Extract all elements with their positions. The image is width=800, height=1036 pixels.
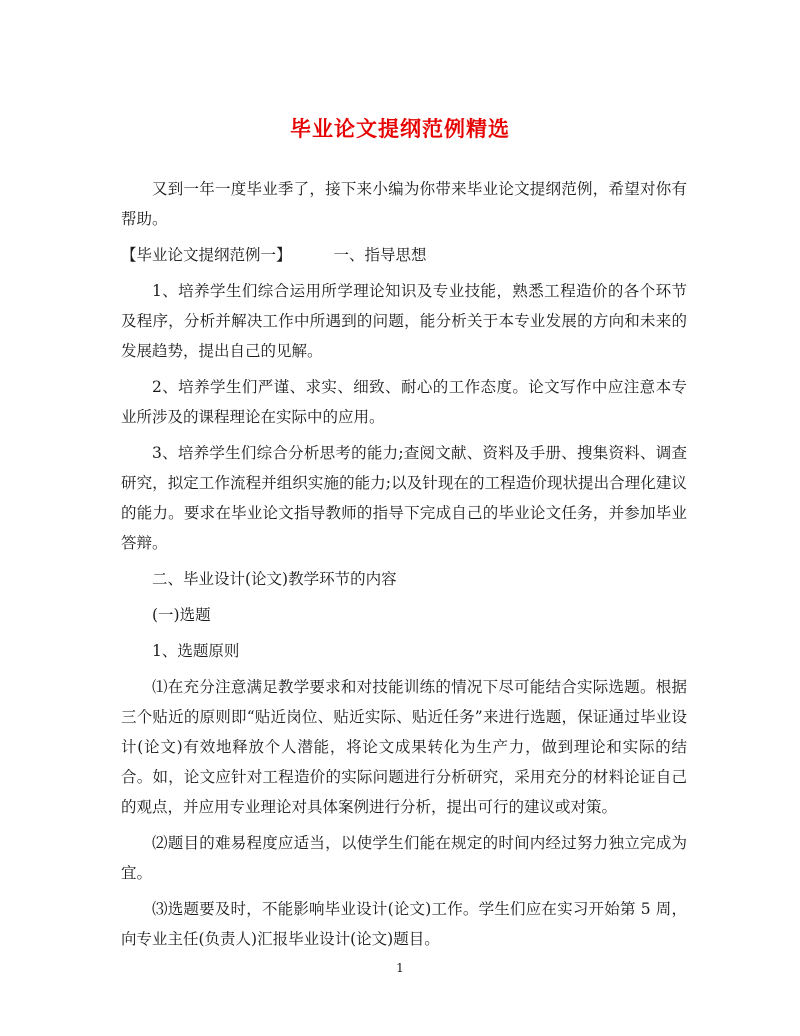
selection-rule-3: ⑶选题要及时，不能影响毕业设计(论文)工作。学生们应在实习开始第 5 周，向专业主任(负责人)汇报毕业设计(论文)题目。 <box>121 900 687 948</box>
intro-paragraph: 又到一年一度毕业季了，接下来小编为你带来毕业论文提纲范例，希望对你有帮助。 <box>121 180 687 228</box>
subsection-topic-selection: (一)选题 <box>152 606 211 624</box>
guideline-paragraph-2: 2、培养学生们严谨、求实、细致、耐心的工作态度。论文写作中应注意本专业所涉及的课程理论在实际中的应用。 <box>121 378 687 426</box>
example-label: 【毕业论文提纲范例一】 <box>121 246 292 264</box>
selection-rule-1: ⑴在充分注意满足教学要求和对技能训练的情况下尽可能结合实际选题。根据三个贴近的原则即“贴近岗位、贴近实际、贴近任务”来进行选题，保证通过毕业设计(论文)有效地释放个人潜能，将论文成果转化为生产力，做到理论和实际的结合。如，论文应针对工程造价的实际问题进行分析研究，采用充分的材料论证自己的观点，并应用专业理论对具体案例进行分析，提出可行的建议或对策。 <box>121 678 687 816</box>
document-body <box>121 174 687 960</box>
document-title: 毕业论文提纲范例精选 <box>290 116 510 141</box>
section-one-heading: 一、指导思想 <box>333 246 427 264</box>
example-heading-line <box>121 240 687 270</box>
guideline-paragraph-1: 1、培养学生们综合运用所学理论知识及专业技能，熟悉工程造价的各个环节及程序，分析并解决工作中所遇到的问题，能分析关于本专业发展的方向和未来的发展趋势，提出自己的见解。 <box>121 282 687 360</box>
selection-rule-2: ⑵题目的难易程度应适当，以使学生们能在规定的时间内经过努力独立完成为宜。 <box>121 834 687 882</box>
selection-principles-heading: 1、选题原则 <box>152 642 240 660</box>
guideline-paragraph-3: 3、培养学生们综合分析思考的能力;查阅文献、资料及手册、搜集资料、调查研究，拟定工作流程并组织实施的能力;以及针现在的工程造价现状提出合理化建议的能力。要求在毕业论文指导教师的指导下完成自己的毕业论文任务，并参加毕业答辩。 <box>121 444 687 552</box>
page-number: 1 <box>396 961 404 975</box>
section-two-heading: 二、毕业设计(论文)教学环节的内容 <box>152 570 397 588</box>
